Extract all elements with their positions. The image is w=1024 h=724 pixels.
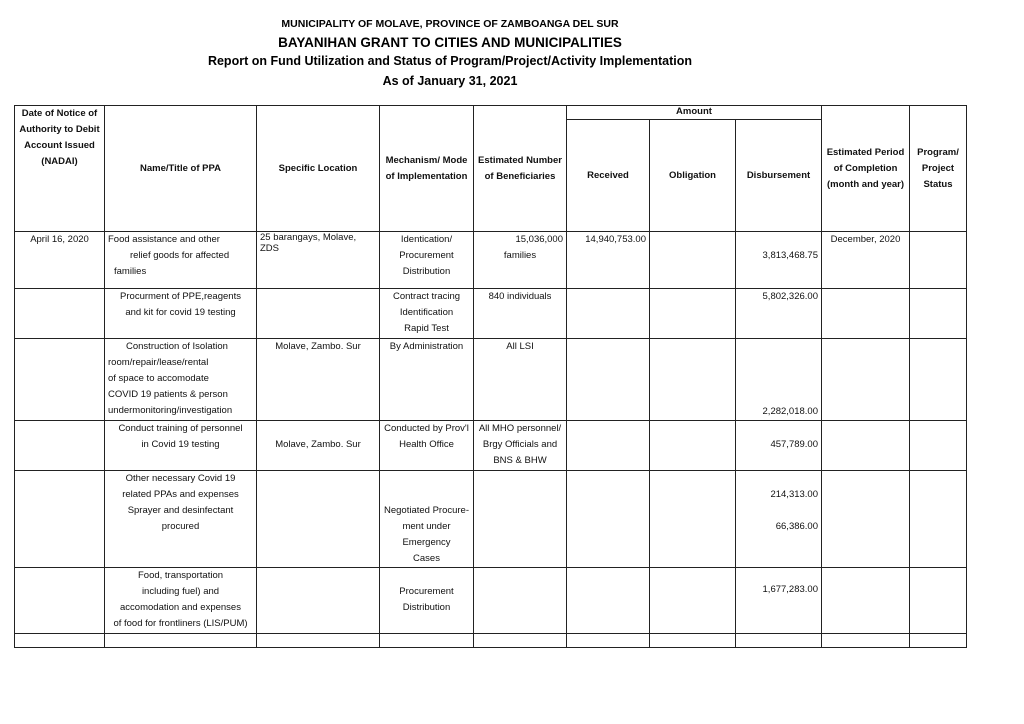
cell-status	[910, 568, 967, 634]
cell-name-line: including fuel) and	[141, 586, 220, 597]
table-row	[15, 289, 967, 339]
cell-name-line: Construction of Isolation	[126, 341, 228, 352]
cell-name-line: procured	[161, 521, 200, 532]
cell-beneficiaries: 840 individuals	[474, 289, 567, 339]
cell-beneficiaries-line: All MHO personnel/	[478, 423, 562, 434]
cell-obligation	[650, 232, 736, 289]
report-date: As of January 31, 2021	[382, 74, 518, 88]
cell-mechanism	[380, 471, 474, 568]
empty-cell	[15, 634, 105, 648]
report-table-container	[14, 105, 967, 648]
cell-mechanism-line: Identication/	[400, 234, 453, 245]
cell-disbursement-line	[739, 503, 818, 519]
cell-location: Molave, Zambo. Sur	[257, 421, 380, 471]
col-header-status: Program/ Project Status	[910, 106, 967, 232]
cell-name-line: Food, transportation	[137, 570, 224, 581]
cell-mechanism-line	[383, 471, 470, 487]
cell-name-line: undermonitoring/investigation	[108, 405, 233, 416]
cell-name-line: of food for frontliners (LIS/PUM)	[113, 618, 248, 629]
cell-beneficiaries-line: BNS & BHW	[493, 455, 547, 466]
empty-cell	[257, 634, 380, 648]
cell-completion: December, 2020	[822, 232, 910, 289]
cell-obligation	[650, 568, 736, 634]
cell-obligation	[650, 421, 736, 471]
cell-beneficiaries	[474, 232, 567, 289]
cell-disbursement-line: 66,386.00	[775, 521, 818, 532]
empty-cell	[105, 634, 257, 648]
cell-received	[567, 421, 650, 471]
cell-name-line: in Covid 19 testing	[141, 439, 220, 450]
cell-completion	[822, 421, 910, 471]
cell-name	[105, 232, 257, 289]
cell-mechanism	[380, 568, 474, 634]
cell-location	[257, 289, 380, 339]
table-row	[15, 232, 967, 289]
cell-name-line: Procurment of PPE,reagents	[120, 291, 241, 302]
cell-disbursement: 5,802,326.00	[736, 289, 822, 339]
cell-date	[15, 471, 105, 568]
cell-name	[105, 568, 257, 634]
cell-name-line: Other necessary Covid 19	[125, 473, 236, 484]
cell-name-line: accomodation and expenses	[120, 602, 241, 613]
cell-beneficiaries-line: families	[503, 250, 537, 261]
cell-beneficiaries: All LSI	[474, 339, 567, 421]
cell-name	[105, 289, 257, 339]
col-header-completion: Estimated Period of Completion (month and year)	[822, 106, 910, 232]
cell-name-line: Food assistance and other	[108, 234, 220, 245]
cell-name-line: Sprayer and desinfectant	[127, 505, 234, 516]
cell-name-line: and kit for covid 19 testing	[125, 307, 236, 318]
table-row-empty	[15, 634, 967, 648]
table-row	[15, 568, 967, 634]
cell-date	[15, 421, 105, 471]
cell-beneficiaries	[474, 471, 567, 568]
cell-status	[910, 232, 967, 289]
cell-disbursement: 2,282,018.00	[736, 339, 822, 421]
cell-name-line: COVID 19 patients & person	[108, 389, 228, 400]
cell-mechanism: By Administration	[380, 339, 474, 421]
cell-name-line: relief goods for affected	[130, 250, 230, 261]
cell-mechanism	[380, 232, 474, 289]
col-header-disbursement: Disbursement	[736, 120, 822, 232]
cell-name-line: families	[114, 266, 147, 277]
col-header-amount: Amount	[567, 106, 822, 120]
cell-completion	[822, 339, 910, 421]
cell-completion	[822, 471, 910, 568]
cell-date	[15, 339, 105, 421]
cell-beneficiaries	[474, 421, 567, 471]
cell-mechanism	[380, 289, 474, 339]
cell-name	[105, 339, 257, 421]
cell-status	[910, 289, 967, 339]
table-row	[15, 471, 967, 568]
report-header-municipality: MUNICIPALITY OF MOLAVE, PROVINCE OF ZAMBOANGA DEL SUR	[281, 18, 619, 30]
cell-location	[257, 471, 380, 568]
report-table	[14, 105, 967, 648]
cell-date: April 16, 2020	[15, 232, 105, 289]
cell-date	[15, 289, 105, 339]
cell-mechanism-line: Distribution	[402, 266, 451, 277]
cell-received: 14,940,753.00	[567, 232, 650, 289]
col-header-mechanism: Mechanism/ Mode of Implementation	[380, 106, 474, 232]
table-row	[15, 421, 967, 471]
cell-completion	[822, 568, 910, 634]
empty-cell	[474, 634, 567, 648]
table-row	[15, 339, 967, 421]
cell-obligation	[650, 339, 736, 421]
cell-date	[15, 568, 105, 634]
cell-disbursement-line	[739, 471, 818, 487]
cell-disbursement-line: 214,313.00	[770, 489, 818, 500]
empty-cell	[822, 634, 910, 648]
cell-name-line: Conduct training of personnel	[118, 423, 243, 434]
cell-mechanism-line	[383, 487, 470, 503]
cell-mechanism-line: Rapid Test	[404, 323, 449, 334]
cell-status	[910, 421, 967, 471]
cell-name-line: of space to accomodate	[108, 373, 209, 384]
col-header-obligation: Obligation	[650, 120, 736, 232]
cell-obligation	[650, 471, 736, 568]
cell-received	[567, 289, 650, 339]
cell-mechanism	[380, 421, 474, 471]
cell-name	[105, 421, 257, 471]
cell-mechanism-line: Procurement	[399, 250, 454, 261]
col-header-received: Received	[567, 120, 650, 232]
cell-location: Molave, Zambo. Sur	[257, 339, 380, 421]
cell-disbursement: 3,813,468.75	[736, 232, 822, 289]
cell-completion	[822, 289, 910, 339]
cell-location	[257, 568, 380, 634]
cell-status	[910, 339, 967, 421]
empty-cell	[910, 634, 967, 648]
cell-name-line: related PPAs and expenses	[122, 489, 239, 500]
cell-status	[910, 471, 967, 568]
cell-name	[105, 471, 257, 568]
cell-received	[567, 568, 650, 634]
cell-mechanism-line: Contract tracing	[392, 291, 461, 302]
cell-beneficiaries-line: Brgy Officials and	[482, 439, 558, 450]
col-header-location: Specific Location	[257, 106, 380, 232]
cell-beneficiaries	[474, 568, 567, 634]
cell-mechanism-line: Negotiated Procure-	[383, 505, 470, 516]
cell-received	[567, 471, 650, 568]
empty-cell	[567, 634, 650, 648]
cell-beneficiaries-line: 15,036,000	[515, 234, 563, 245]
cell-mechanism-line: ment under Emergency	[402, 521, 451, 548]
cell-mechanism-line: Conducted by Prov'l	[384, 423, 469, 434]
cell-mechanism-line: Identification	[399, 307, 454, 318]
cell-disbursement	[736, 471, 822, 568]
cell-location: 25 barangays, Molave, ZDS	[257, 232, 380, 289]
cell-mechanism-line: Distribution	[402, 602, 451, 613]
cell-mechanism-line: Procurement	[399, 586, 454, 597]
empty-cell	[736, 634, 822, 648]
cell-obligation	[650, 289, 736, 339]
cell-disbursement: 1,677,283.00	[736, 568, 822, 634]
cell-received	[567, 339, 650, 421]
cell-name-line: room/repair/lease/rental	[108, 357, 209, 368]
report-title: Report on Fund Utilization and Status of Program/Project/Activity Implementation	[207, 54, 693, 68]
cell-mechanism-line	[383, 568, 470, 584]
cell-mechanism-line: Health Office	[399, 439, 454, 450]
col-header-beneficiaries: Estimated Number of Beneficiaries	[474, 106, 567, 232]
cell-disbursement: 457,789.00	[736, 421, 822, 471]
cell-mechanism-line: Cases	[413, 553, 440, 564]
empty-cell	[650, 634, 736, 648]
report-header-program: BAYANIHAN GRANT TO CITIES AND MUNICIPALITIES	[278, 35, 622, 50]
col-header-name: Name/Title of PPA	[105, 106, 257, 232]
col-header-nadai: Date of Notice of Authority to Debit Account Issued (NADAI)	[15, 106, 105, 232]
empty-cell	[380, 634, 474, 648]
